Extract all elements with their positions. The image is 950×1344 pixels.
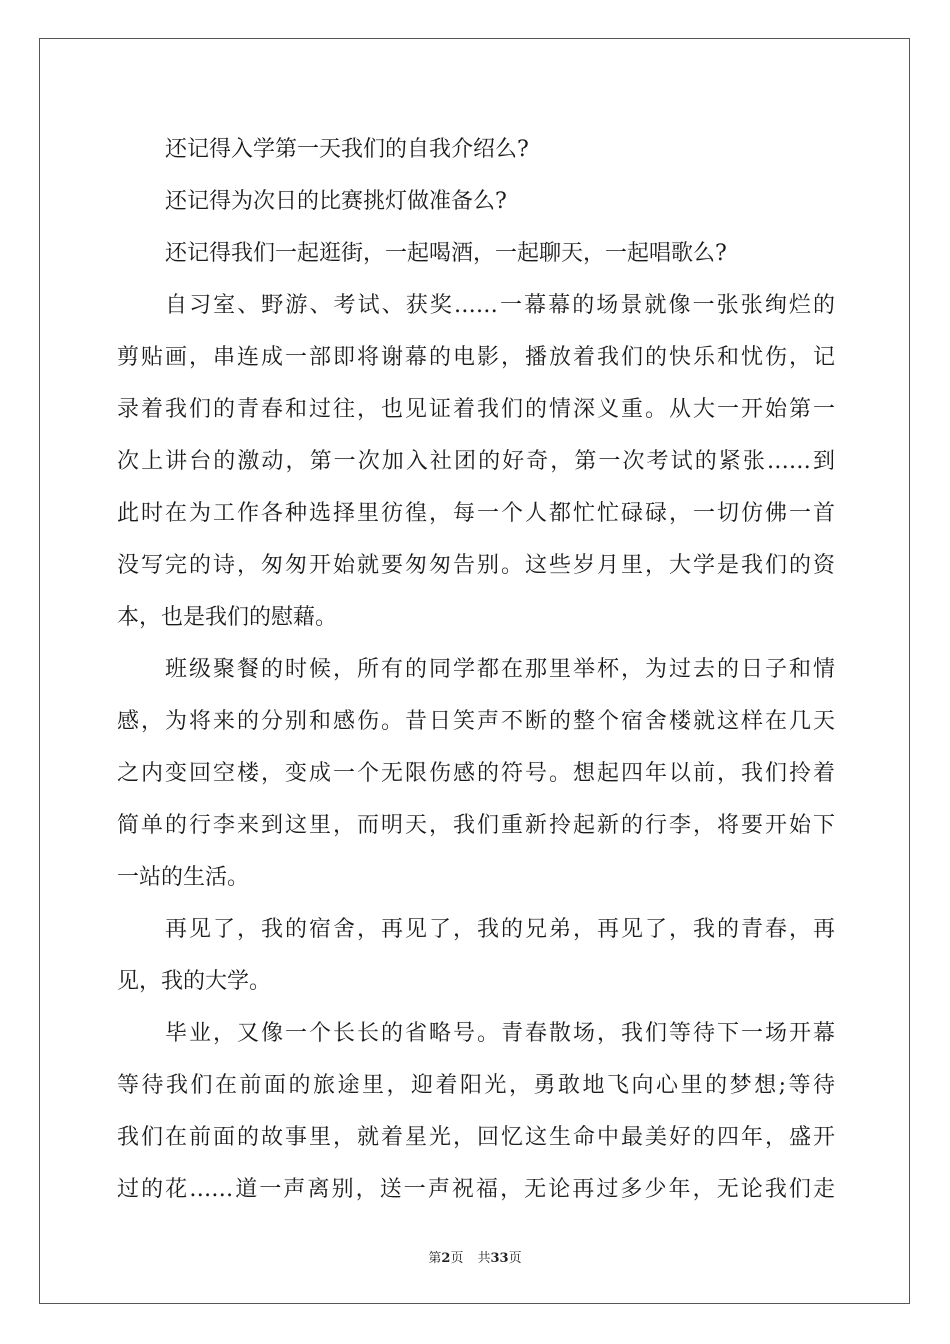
text-line: 再见了，我的宿舍，再见了，我的兄弟，再见了，我的青春，再 xyxy=(165,917,835,942)
text-line: 还记得为次日的比赛挑灯做准备么? xyxy=(165,189,507,214)
text-line: 等待我们在前面的旅途里，迎着阳光，勇敢地飞向心里的梦想;等待 xyxy=(117,1073,835,1098)
text-line: 还记得入学第一天我们的自我介绍么? xyxy=(165,137,529,162)
paragraph xyxy=(117,644,835,904)
total-suffix: 页 xyxy=(508,1251,522,1266)
text-line: 简单的行李来到这里，而明天，我们重新拎起新的行李，将要开始下 xyxy=(117,813,835,838)
text-line: 还记得我们一起逛街，一起喝酒，一起聊天，一起唱歌么? xyxy=(165,241,727,266)
paragraph xyxy=(117,280,835,644)
page-number: 2 xyxy=(441,1251,451,1266)
document-body xyxy=(117,124,835,1216)
paragraph xyxy=(117,124,835,176)
text-line: 没写完的诗，匆匆开始就要匆匆告别。这些岁月里，大学是我们的资 xyxy=(117,553,835,578)
text-line: 自习室、野游、考试、获奖……一幕幕的场景就像一张张绚烂的 xyxy=(165,293,835,318)
paragraph xyxy=(117,176,835,228)
paragraph xyxy=(117,904,835,1008)
text-line: 次上讲台的激动，第一次加入社团的好奇，第一次考试的紧张……到 xyxy=(117,449,835,474)
text-line: 本，也是我们的慰藉。 xyxy=(117,605,338,630)
text-line: 一站的生活。 xyxy=(117,865,250,890)
paragraph xyxy=(117,228,835,280)
page-suffix: 页 xyxy=(450,1251,464,1266)
paragraph xyxy=(117,1008,835,1216)
text-line: 之内变回空楼，变成一个无限伤感的符号。想起四年以前，我们拎着 xyxy=(117,761,835,786)
page-footer xyxy=(0,1247,950,1266)
text-line: 感，为将来的分别和感伤。昔日笑声不断的整个宿舍楼就这样在几天 xyxy=(117,709,835,734)
page-prefix: 第 xyxy=(428,1251,442,1266)
text-line: 班级聚餐的时候，所有的同学都在那里举杯，为过去的日子和情 xyxy=(165,657,835,682)
text-line: 剪贴画，串连成一部即将谢幕的电影，播放着我们的快乐和忧伤，记 xyxy=(117,345,835,370)
text-line: 过的花……道一声离别，送一声祝福，无论再过多少年，无论我们走 xyxy=(117,1177,835,1202)
text-line: 录着我们的青春和过往，也见证着我们的情深义重。从大一开始第一 xyxy=(117,397,835,422)
text-line: 见，我的大学。 xyxy=(117,969,272,994)
text-line: 我们在前面的故事里，就着星光，回忆这生命中最美好的四年，盛开 xyxy=(117,1125,835,1150)
text-line: 毕业，又像一个长长的省略号。青春散场，我们等待下一场开幕 xyxy=(165,1021,835,1046)
total-pages: 33 xyxy=(490,1251,509,1266)
text-line: 此时在为工作各种选择里彷徨，每一个人都忙忙碌碌，一切仿佛一首 xyxy=(117,501,835,526)
total-prefix: 共 xyxy=(477,1251,491,1266)
